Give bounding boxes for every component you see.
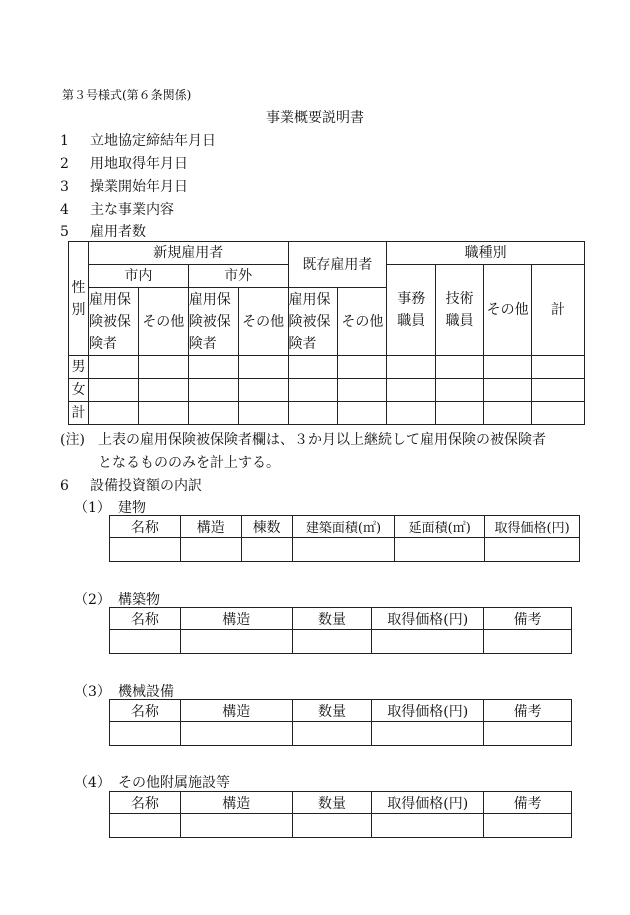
subsection-2-heading: （2） 構築物 <box>74 592 160 608</box>
table-cell <box>88 402 138 425</box>
table-cell <box>338 379 387 402</box>
column-header: 延面積(㎡) <box>395 516 485 538</box>
column-header: 建築面積(㎡) <box>292 516 395 538</box>
table-cell <box>138 356 188 379</box>
column-header: 取得価格(円) <box>372 792 484 814</box>
job-total-header: 計 <box>532 265 585 356</box>
table-cell <box>338 356 387 379</box>
column-header: 備考 <box>484 608 572 630</box>
column-header: 名称 <box>110 700 181 722</box>
job-type-header: 職種別 <box>387 242 585 265</box>
table-cell <box>372 814 484 838</box>
table-cell <box>485 538 580 562</box>
form-number: 第３号様式(第６条関係) <box>62 88 192 102</box>
column-header: 構造 <box>180 792 292 814</box>
table-cell <box>180 814 292 838</box>
table-cell <box>387 379 436 402</box>
other-staff-header: その他 <box>484 265 532 356</box>
table-row <box>110 630 572 654</box>
table-cell <box>436 402 484 425</box>
item-5 <box>60 221 146 241</box>
item-number: 2 <box>60 156 69 172</box>
table-cell <box>188 379 238 402</box>
item-number: 4 <box>60 202 69 218</box>
table-cell <box>241 538 292 562</box>
table-cell <box>436 379 484 402</box>
other-facilities-table <box>109 791 572 838</box>
item-label: 雇用者数 <box>90 224 146 240</box>
column-header: 名称 <box>110 608 181 630</box>
note-line-2: となるもののみを計上する。 <box>98 455 280 471</box>
item-label: 主な事業内容 <box>90 202 174 218</box>
table-cell <box>532 379 585 402</box>
tech-staff-header: 技術 職員 <box>436 265 484 356</box>
subsection-4-heading: （4） その他附属施設等 <box>74 775 230 791</box>
table-cell <box>110 538 181 562</box>
item-label: 用地取得年月日 <box>90 156 188 172</box>
insured-header: 雇用保 険被保 険者 <box>88 288 138 356</box>
table-cell <box>532 402 585 425</box>
table-cell <box>292 722 372 746</box>
structures-table <box>109 607 572 654</box>
table-cell <box>110 630 181 654</box>
other-header: その他 <box>338 288 387 356</box>
table-cell <box>188 402 238 425</box>
table-cell <box>88 379 138 402</box>
table-cell <box>372 722 484 746</box>
table-cell <box>110 722 181 746</box>
new-hires-header: 新規雇用者 <box>88 242 288 265</box>
table-row <box>110 722 572 746</box>
table-cell <box>436 356 484 379</box>
table-cell <box>484 722 572 746</box>
column-header: 数量 <box>292 608 372 630</box>
table-cell <box>484 630 572 654</box>
table-row <box>110 814 572 838</box>
table-cell <box>372 630 484 654</box>
item-label: 操業開始年月日 <box>90 179 188 195</box>
column-header: 構造 <box>180 516 241 538</box>
note-line-1: 上表の雇用保険被保険者欄は、３か月以上継続して雇用保険の被保険者 <box>98 432 546 448</box>
item-number: 1 <box>60 133 69 149</box>
table-cell <box>288 379 338 402</box>
item-label: 立地協定締結年月日 <box>90 133 216 149</box>
table-cell <box>238 379 288 402</box>
item-6 <box>60 475 202 495</box>
table-cell <box>484 356 532 379</box>
table-cell <box>387 402 436 425</box>
item-1 <box>60 130 216 150</box>
column-header: 棟数 <box>241 516 292 538</box>
existing-header: 既存雇用者 <box>288 242 387 288</box>
table-cell <box>292 630 372 654</box>
table-cell <box>395 538 485 562</box>
table-cell <box>532 356 585 379</box>
column-header: 備考 <box>484 792 572 814</box>
column-header: 構造 <box>180 700 292 722</box>
table-row <box>110 538 580 562</box>
column-header: 構造 <box>180 608 292 630</box>
table-cell <box>188 356 238 379</box>
column-header: 名称 <box>110 792 181 814</box>
table-cell <box>110 814 181 838</box>
table-row <box>69 379 585 402</box>
table-cell <box>88 356 138 379</box>
insured-header: 雇用保 険被保 険者 <box>288 288 338 356</box>
row-label-female: 女 <box>69 379 89 402</box>
other-header: その他 <box>138 288 188 356</box>
document-title: 事業概要説明書 <box>266 110 364 126</box>
column-header: 数量 <box>292 792 372 814</box>
table-cell <box>484 402 532 425</box>
other-header: その他 <box>238 288 288 356</box>
item-3 <box>60 176 188 196</box>
table-cell <box>180 538 241 562</box>
table-cell <box>138 379 188 402</box>
item-number: 6 <box>60 478 69 494</box>
table-cell <box>138 402 188 425</box>
table-cell <box>387 356 436 379</box>
city-out-header: 市外 <box>188 265 288 288</box>
table-cell <box>238 402 288 425</box>
table-row <box>69 402 585 425</box>
employment-table <box>68 241 585 425</box>
table-cell <box>484 379 532 402</box>
item-label: 設備投資額の内訳 <box>90 478 202 494</box>
column-header: 数量 <box>292 700 372 722</box>
column-header: 取得価格(円) <box>372 700 484 722</box>
column-header: 取得価格(円) <box>372 608 484 630</box>
column-header: 取得価格(円) <box>485 516 580 538</box>
subsection-3-heading: （3） 機械設備 <box>74 684 174 700</box>
table-cell <box>292 538 395 562</box>
note-mark: (注) <box>60 432 85 448</box>
table-cell <box>180 722 292 746</box>
table-cell <box>288 356 338 379</box>
column-header: 名称 <box>110 516 181 538</box>
city-in-header: 市内 <box>88 265 188 288</box>
column-header: 備考 <box>484 700 572 722</box>
table-cell <box>180 630 292 654</box>
table-cell <box>292 814 372 838</box>
item-number: 3 <box>60 179 69 195</box>
building-table <box>109 515 580 562</box>
table-cell <box>288 402 338 425</box>
table-cell <box>238 356 288 379</box>
subsection-1-heading: （1） 建物 <box>74 500 146 516</box>
table-cell <box>338 402 387 425</box>
row-label-male: 男 <box>69 356 89 379</box>
row-label-total: 計 <box>69 402 89 425</box>
table-cell <box>484 814 572 838</box>
note <box>60 429 546 449</box>
table-row <box>69 356 585 379</box>
office-staff-header: 事務 職員 <box>387 265 436 356</box>
gender-header: 性別 <box>69 242 89 356</box>
item-number: 5 <box>60 224 69 240</box>
insured-header: 雇用保 険被保 険者 <box>188 288 238 356</box>
machinery-table <box>109 699 572 746</box>
item-2 <box>60 153 188 173</box>
item-4 <box>60 199 174 219</box>
